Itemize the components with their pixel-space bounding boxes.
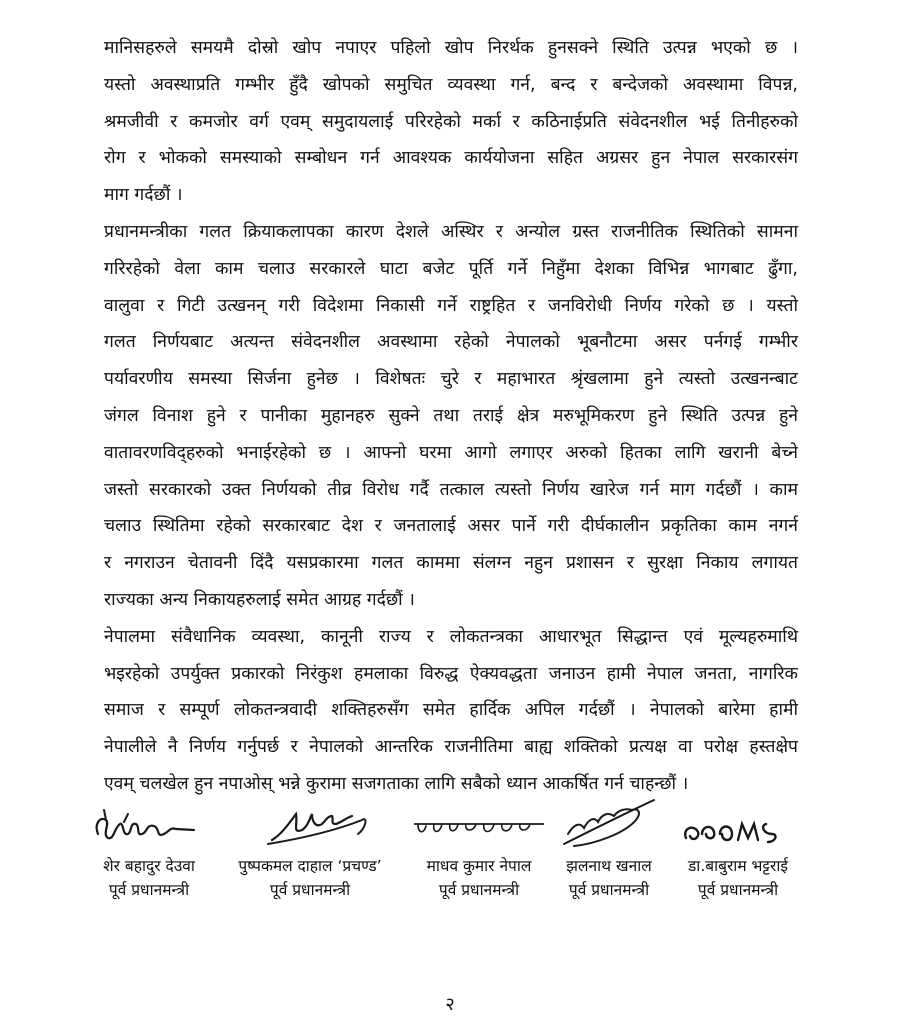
text-line: माग गर्दछौं ।: [104, 185, 183, 206]
text-line: राज्यका अन्य निकायहरुलाई समेत आग्रह गर्दछौं ।: [104, 589, 415, 610]
text-line: रोग र भोकको समस्याको सम्बोधन गर्न आवश्यक कार्ययोजना सहित अग्रसर हुन नेपाल सरकारसंग: [104, 148, 798, 169]
signatory-5: [672, 794, 804, 902]
signature-madhav-nepal-icon: [404, 794, 554, 852]
text-line: श्रमजीवी र कमजोर वर्ग एवम् समुदायलाई परिरहेको मर्का र कठिनाईप्रति संवेदनशील भई तिनीहरुको: [104, 111, 798, 132]
signatory-name: पुष्पकमल दाहाल ‘प्रचण्ड’: [238, 857, 382, 875]
text-line: भइरहेको उपर्युक्त प्रकारको निरंकुश हमलाका विरुद्ध ऐक्यवद्धता जनाउन हामी नेपाल जनता, नागरिक: [104, 663, 798, 684]
signature-prachanda-icon: [212, 794, 408, 852]
text-line: समाज र सम्पूर्ण लोकतन्त्रवादी शक्तिहरुसँग समेत हार्दिक अपिल गर्दछौं । नेपालको बारेमा हामी: [104, 700, 798, 721]
text-line: नेपालमा संवैधानिक व्यवस्था, कानूनी राज्य र लोकतन्त्रका आधारभूत सिद्धान्त एवं मूल्यहरुमाथि: [104, 626, 798, 647]
signature-deuba-icon: [84, 794, 214, 852]
text-line: गरिरहेको वेला काम चलाउ सरकारले घाटा बजेट पूर्ति गर्ने निहुँमा देशका विभिन्न भागबाट ढुँगा,: [104, 258, 798, 279]
signatory-name: झलनाथ खनाल: [566, 857, 652, 875]
text-line: वालुवा र गिटी उत्खनन् गरी विदेशमा निकासी गर्ने राष्ट्रहित र जनविरोधी निर्णय गरेको छ । यस्तो: [104, 295, 798, 316]
signatory-2: [212, 794, 408, 902]
page-number: २: [445, 994, 455, 1015]
signature-bhattarai-icon: [672, 794, 804, 852]
paragraph-2: [104, 214, 798, 619]
signatory-name: माधव कुमार नेपाल: [426, 857, 532, 875]
text-line: यस्तो अवस्थाप्रति गम्भीर हुँदै खोपको समुचित व्यवस्था गर्न, बन्द र बन्देजको अवस्थामा विपन्न,: [104, 74, 798, 95]
signatory-4: [544, 794, 674, 902]
text-line: चलाउ स्थितिमा रहेको सरकारबाट देश र जनतालाई असर पार्ने गरी दीर्घकालीन प्रकृतिका काम नगर्न: [104, 516, 798, 537]
text-line: प्रधानमन्त्रीका गलत क्रियाकलापका कारण देशले अस्थिर र अन्योल ग्रस्त राजनीतिक स्थितिको सामना: [104, 221, 798, 242]
text-line: र नगराउन चेतावनी दिंदै यसप्रकारमा गलत काममा संलग्न नहुन प्रशासन र सुरक्षा निकाय लगायत: [104, 553, 798, 574]
paragraph-3: [104, 619, 798, 803]
signature-khanal-icon: [544, 794, 674, 852]
text-line: एवम् चलखेल हुन नपाओस् भन्ने कुरामा सजगताका लागि सबैको ध्यान आकर्षित गर्न चाहन्छौं ।: [104, 773, 689, 794]
text-line: वातावरणविद्हरुको भनाईरहेको छ । आफ्नो घरमा आगो लगाएर अरुको हितका लागि खरानी बेच्ने: [104, 442, 798, 463]
paragraph-1: [104, 30, 798, 214]
letter-body: [104, 30, 798, 803]
text-line: गलत निर्णयबाट अत्यन्त संवेदनशील अवस्थामा रहेको नेपालको भूबनौटमा असर पर्नगई गम्भीर: [104, 332, 798, 353]
signatory-title: पूर्व प्रधानमन्त्री: [108, 881, 190, 899]
signatory-1: [84, 794, 214, 902]
text-line: नेपालीले नै निर्णय गर्नुपर्छ र नेपालको आन्तरिक राजनीतिमा बाह्य शक्तिको प्रत्यक्ष वा परोक्ष हस्तक्षेप: [104, 737, 798, 758]
signatory-name: शेर बहादुर देउवा: [103, 857, 195, 875]
signatory-3: [404, 794, 554, 902]
signatory-title: पूर्व प्रधानमन्त्री: [697, 881, 779, 899]
text-line: जस्तो सरकारको उक्त निर्णयको तीव्र विरोध गर्दै तत्काल त्यस्तो निर्णय खारेज गर्न माग गर्दछौं । काम: [104, 479, 798, 500]
signatory-title: पूर्व प्रधानमन्त्री: [568, 881, 650, 899]
signatory-name: डा.बाबुराम भट्टराई: [688, 857, 788, 875]
text-line: मानिसहरुले समयमै दोस्रो खोप नपाएर पहिलो खोप निरर्थक हुनसक्ने स्थिति उत्पन्न भएको छ ।: [104, 38, 798, 58]
text-line: पर्यावरणीय समस्या सिर्जना हुनेछ । विशेषतः चुरे र महाभारत श्रृंखलामा हुने त्यस्तो उत्खनन्बाट: [104, 369, 798, 390]
signature-block: [84, 794, 804, 914]
text-line: जंगल विनाश हुने र पानीका मुहानहरु सुक्ने तथा तराई क्षेत्र मरुभूमिकरण हुने स्थिति उत्पन्न हुने: [104, 405, 798, 426]
signatory-title: पूर्व प्रधानमन्त्री: [438, 881, 520, 899]
signatory-title: पूर्व प्रधानमन्त्री: [269, 881, 351, 899]
